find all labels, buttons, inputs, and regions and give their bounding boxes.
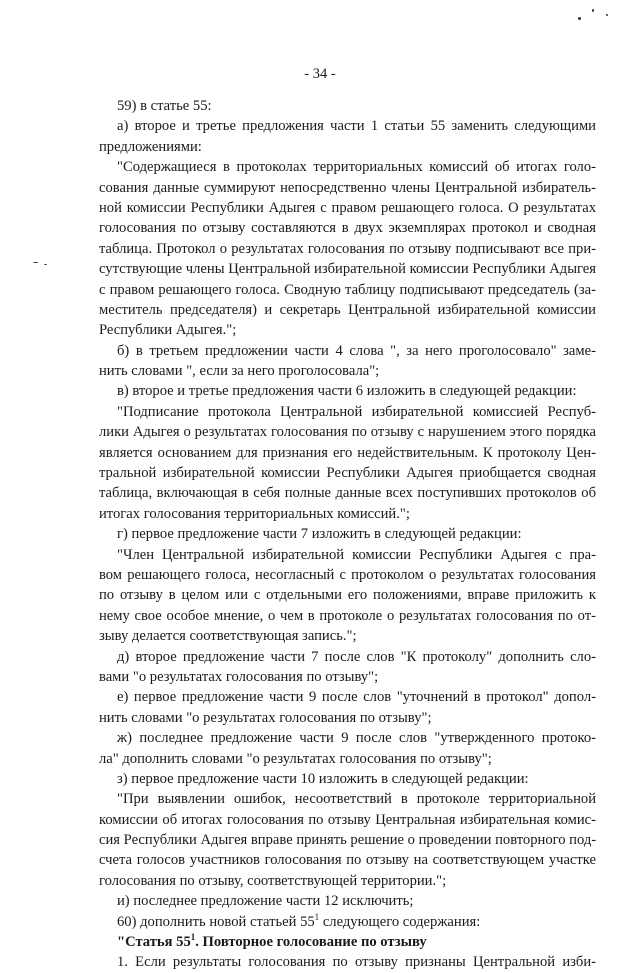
line-text: зыву делается соответствующая запись."; [99, 628, 357, 645]
text-line [99, 728, 596, 748]
line-text: Республики Адыгея."; [99, 322, 237, 339]
line-text: комиссии об итогах голосования по отзыву Центральная избирательная комис- [99, 811, 596, 828]
text-line [99, 361, 596, 381]
line-text: "Подписание протокола Центральной избирательной комиссией Респуб- [117, 403, 596, 420]
text-line [99, 789, 596, 809]
line-text: счета голосов участников голосования по отзыву на соответствующем участке [99, 852, 596, 869]
line-text-continuation: . Повторное голосование по отзыву [195, 934, 427, 951]
text-line [99, 687, 596, 707]
text-line [99, 871, 596, 891]
line-text: сования данные суммируют непосредственно члены Центральной избиратель- [99, 179, 596, 196]
text-line [99, 218, 596, 238]
superscript: 1 [190, 932, 196, 943]
text-line [99, 320, 596, 340]
text-line [99, 402, 596, 422]
line-text: нему свое особое мнение, о чем в протоколе о результатах голосования по от- [99, 607, 596, 624]
text-line [99, 157, 596, 177]
line-text-continuation: следующего содержания: [319, 913, 481, 930]
line-text: "Статья 55 [117, 934, 191, 951]
line-text: "Член Центральной избирательной комиссии Республики Адыгея с пра- [117, 546, 596, 563]
text-line [99, 239, 596, 259]
line-text: голосования по отзыву, соответствующей территории."; [99, 872, 447, 889]
document-body [99, 96, 596, 973]
text-line [99, 830, 596, 850]
text-line [99, 749, 596, 769]
line-text: 1. Если результаты голосования по отзыву признаны Центральной изби- [117, 954, 596, 971]
line-text: ла" дополнить словами "о результатах голосования по отзыву"; [99, 750, 492, 767]
text-line [99, 769, 596, 789]
line-text: "Содержащиеся в протоколах территориальных комиссий об итогах голо- [117, 159, 596, 176]
line-text: вом решающего голоса, несогласный с протоколом о результатах голосования [99, 566, 596, 583]
text-line [99, 116, 596, 136]
text-line [99, 178, 596, 198]
line-text: предложениями: [99, 138, 202, 155]
text-line [99, 850, 596, 870]
text-line [99, 708, 596, 728]
line-text: голосования по отзыву составляются в двух экземплярах протокол и сводная [99, 220, 596, 237]
line-text: "При выявлении ошибок, несоответствий в протоколе территориальной [117, 791, 596, 808]
line-text: сия Республики Адыгея вправе принять решение о проведении повторного под- [99, 832, 597, 849]
line-text: 60) дополнить новой статьей 55 [117, 913, 315, 930]
line-text: ной комиссии Республики Адыгея с правом решающего голоса. О результатах [99, 199, 596, 216]
text-line [99, 891, 596, 911]
line-text: е) первое предложение части 9 после слов "уточнений в протокол" допол- [117, 689, 596, 706]
text-line [99, 443, 596, 463]
text-line [99, 565, 596, 585]
page-number: - 34 - [304, 66, 336, 82]
line-text: 59) в статье 55: [117, 98, 212, 114]
text-line [99, 341, 596, 361]
text-line [99, 524, 596, 544]
superscript: 1 [314, 911, 320, 922]
line-text: вами "о результатах голосования по отзыву"; [99, 668, 379, 685]
line-text: г) первое предложение части 7 изложить в следующей редакции: [117, 526, 522, 543]
text-line [99, 422, 596, 442]
scan-speck [578, 17, 581, 20]
scan-speck [44, 264, 47, 265]
text-line [99, 96, 596, 116]
text-line [99, 647, 596, 667]
line-text: б) в третьем предложении части 4 слова ", за него проголосовало" заме- [117, 342, 596, 359]
text-line [99, 483, 596, 503]
line-text: лики Адыгея о результатах голосования по отзыву с нарушением этого порядка [99, 424, 596, 441]
line-text: с правом решающего голоса. Сводную таблицу подписывают председатель (за- [99, 281, 596, 298]
line-text: сутствующие члены Центральной избирательной комиссии Республики Адыгея [99, 261, 596, 278]
text-line [99, 952, 596, 972]
text-line [99, 137, 596, 157]
line-text: тральной избирательной комиссии Республики Адыгея приобщается сводная [99, 465, 596, 482]
text-line [99, 810, 596, 830]
line-text: нить словами "о результатах голосования по отзыву"; [99, 709, 432, 726]
line-text: меститель председателя) и секретарь Центральной избирательной комиссии [99, 301, 596, 318]
text-line [99, 381, 596, 401]
line-text: а) второе и третье предложения части 1 статьи 55 заменить следующими [117, 118, 596, 135]
scan-speck [33, 262, 38, 263]
text-line [99, 198, 596, 218]
line-text: и) последнее предложение части 12 исключить; [117, 893, 414, 910]
line-text: таблица, включающая в себя полные данные всех поступивших протоколов об [99, 485, 596, 502]
text-line [99, 667, 596, 687]
text-line [99, 280, 596, 300]
line-text: ж) последнее предложение части 9 после слов "утвержденного протоко- [117, 730, 596, 747]
text-line [99, 626, 596, 646]
scan-speck [606, 14, 608, 16]
scan-speck [592, 9, 594, 12]
text-line [99, 606, 596, 626]
text-line [99, 504, 596, 524]
line-text: является основанием для признания его недействительным. К протоколу Цен- [99, 444, 596, 461]
text-line [99, 300, 596, 320]
line-text: з) первое предложение части 10 изложить в следующей редакции: [117, 770, 529, 787]
line-text: д) второе предложение части 7 после слов "К протоколу" дополнить сло- [117, 648, 596, 665]
text-line [99, 545, 596, 565]
text-line [99, 259, 596, 279]
text-line [99, 912, 596, 932]
line-text: в) второе и третье предложения части 6 изложить в следующей редакции: [117, 383, 577, 400]
text-line [99, 463, 596, 483]
line-text: таблица. Протокол о результатах голосования по отзыву подписывают все при- [99, 240, 596, 257]
line-text: итогах голосования территориальных комиссий."; [99, 505, 410, 522]
text-line [99, 585, 596, 605]
line-text: по отзыву в целом или с отдельными его положениями, вправе приложить к [99, 587, 596, 604]
line-text: нить словами ", если за него проголосовала"; [99, 363, 380, 380]
text-line [99, 932, 596, 952]
